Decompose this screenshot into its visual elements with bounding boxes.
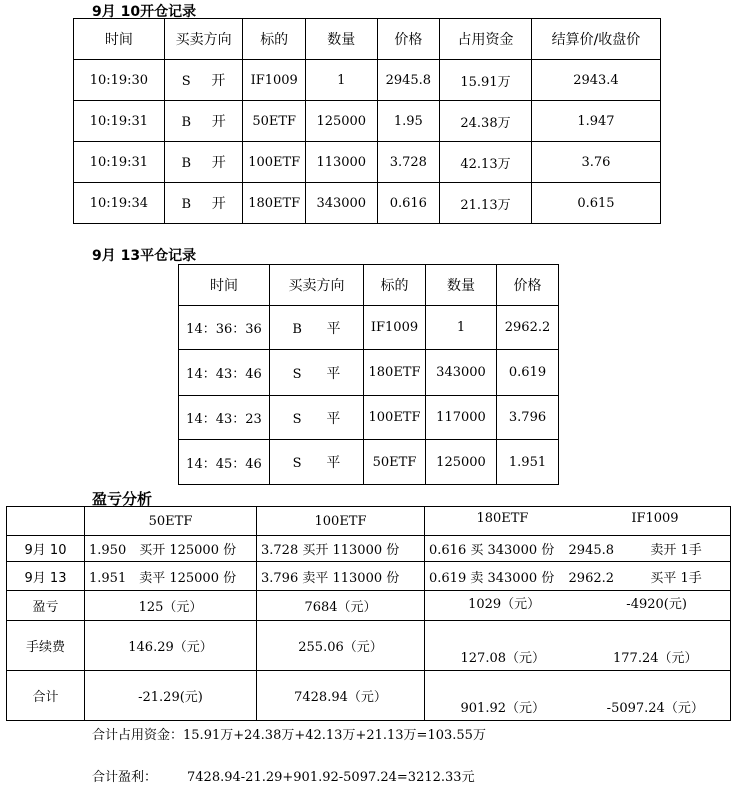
open-header-side: 买卖方向 [164,19,243,60]
pnl-cell-if1009-action: 卖开 1手 [650,543,702,558]
open-price: 1.95 [377,101,440,142]
close-price: 1.951 [497,440,559,485]
open-symbol: 50ETF [243,101,306,142]
open-time: 10:19:31 [74,142,165,183]
summary-capital [92,724,486,743]
open-side: B 开 [164,183,243,224]
open-qty: 125000 [305,101,377,142]
open-row [74,142,661,183]
pnl-cell-180etf: 127.08（元） [425,621,581,671]
pnl-cell-group [425,591,731,621]
open-symbol: 180ETF [243,183,306,224]
pnl-cell-50etf: -21.29(元) [85,671,257,721]
close-time: 14：45：46 [179,440,270,485]
open-header-qty: 数量 [305,19,377,60]
open-price: 2945.8 [377,60,440,101]
open-header-row [74,19,661,60]
pnl-cell-100etf: 3.796 卖平 113000 份 [257,562,425,591]
close-price: 0.619 [497,350,559,396]
close-time: 14：36：36 [179,306,270,350]
pnl-row-total [7,671,731,721]
open-header-price: 价格 [377,19,440,60]
close-header-row [179,265,559,306]
close-side: S 平 [270,350,364,396]
open-capital: 42.13万 [440,142,532,183]
open-capital: 24.38万 [440,101,532,142]
pnl-row-d13 [7,562,731,591]
close-row [179,440,559,485]
close-title: 9月 13平仓记录 [92,248,197,264]
open-header-time: 时间 [74,19,165,60]
pnl-label: 合计 [7,671,85,721]
close-time: 14：43：46 [179,350,270,396]
close-qty: 343000 [426,350,497,396]
pnl-header-180etf: 180ETF [476,510,529,526]
close-header-qty: 数量 [426,265,497,306]
close-row [179,306,559,350]
pnl-cell-180etf: 901.92（元） [425,671,581,721]
open-title: 9月 10开仓记录 [92,4,197,20]
summary-capital-value: 15.91万+24.38万+42.13万+21.13万=103.55万 [183,728,486,743]
close-row [179,350,559,396]
pnl-cell-100etf: 7684（元） [257,591,425,621]
open-price: 0.616 [377,183,440,224]
open-symbol: IF1009 [243,60,306,101]
pnl-cell-180etf: 0.619 卖 343000 份 [429,570,555,586]
open-time: 10:19:34 [74,183,165,224]
pnl-header-50etf: 50ETF [85,507,257,536]
pnl-title: 盈亏分析 [92,490,153,508]
summary-profit-value: 7428.94-21.29+901.92-5097.24=3212.33元 [187,770,475,785]
pnl-row-pl [7,591,731,621]
pnl-cell-group [425,562,731,591]
open-settle: 2943.4 [531,60,660,101]
close-price: 3.796 [497,396,559,440]
pnl-cell-50etf: 1.950 买开 125000 份 [85,536,257,562]
close-qty: 125000 [426,440,497,485]
pnl-label: 手续费 [7,621,85,671]
pnl-cell-if1009-price: 2945.8 [568,543,615,558]
pnl-cell-if1009: -4920(元) [626,597,687,612]
close-table [178,264,559,485]
pnl-label: 9月 10 [7,536,85,562]
close-side: S 平 [270,396,364,440]
close-header-price: 价格 [497,265,559,306]
open-capital: 21.13万 [440,183,532,224]
open-price: 3.728 [377,142,440,183]
close-qty: 117000 [426,396,497,440]
close-symbol: 100ETF [364,396,426,440]
open-row [74,183,661,224]
pnl-header-if1009: IF1009 [631,510,679,526]
open-row [74,60,661,101]
close-header-symbol: 标的 [364,265,426,306]
summary-capital-label: 合计占用资金： [92,728,184,743]
close-symbol: IF1009 [364,306,426,350]
close-time: 14：43：23 [179,396,270,440]
open-qty: 113000 [305,142,377,183]
open-settle: 1.947 [531,101,660,142]
pnl-cell-180etf: 1029（元） [468,597,541,612]
open-side: S 开 [164,60,243,101]
pnl-row-d10 [7,536,731,562]
pnl-cell-100etf: 255.06（元） [257,621,425,671]
open-table [73,18,661,224]
close-side: B 平 [270,306,364,350]
close-side: S 平 [270,440,364,485]
summary-profit-label: 合计盈利： [92,770,158,785]
pnl-cell-50etf: 125（元） [85,591,257,621]
open-capital: 15.91万 [440,60,532,101]
open-side: B 开 [164,101,243,142]
pnl-label: 盈亏 [7,591,85,621]
open-time: 10:19:30 [74,60,165,101]
close-qty: 1 [426,306,497,350]
close-row [179,396,559,440]
pnl-cell-if1009: -5097.24（元） [581,671,731,721]
open-side: B 开 [164,142,243,183]
close-symbol: 50ETF [364,440,426,485]
pnl-row-fee [7,621,731,671]
open-row [74,101,661,142]
open-qty: 343000 [305,183,377,224]
close-price: 2962.2 [497,306,559,350]
open-qty: 1 [305,60,377,101]
pnl-table [6,506,731,721]
pnl-label: 9月 13 [7,562,85,591]
pnl-header-empty [7,507,85,536]
pnl-cell-100etf: 7428.94（元） [257,671,425,721]
close-header-side: 买卖方向 [270,265,364,306]
pnl-cell-50etf: 1.951 卖平 125000 份 [85,562,257,591]
open-header-symbol: 标的 [243,19,306,60]
pnl-cell-if1009-price: 2962.2 [568,570,615,586]
pnl-cell-group [425,536,731,562]
open-header-settle: 结算价/收盘价 [531,19,660,60]
pnl-cell-if1009-action: 买平 1手 [650,570,702,586]
open-time: 10:19:31 [74,101,165,142]
pnl-cell-if1009: 177.24（元） [581,621,731,671]
pnl-header-100etf: 100ETF [257,507,425,536]
pnl-cell-50etf: 146.29（元） [85,621,257,671]
open-header-capital: 占用资金 [440,19,532,60]
summary-profit [92,766,475,785]
close-symbol: 180ETF [364,350,426,396]
pnl-cell-100etf: 3.728 买开 113000 份 [257,536,425,562]
pnl-header-row [7,507,731,536]
open-settle: 3.76 [531,142,660,183]
pnl-header-group [425,507,731,536]
open-settle: 0.615 [531,183,660,224]
close-header-time: 时间 [179,265,270,306]
pnl-cell-180etf: 0.616 买 343000 份 [429,543,555,558]
open-symbol: 100ETF [243,142,306,183]
